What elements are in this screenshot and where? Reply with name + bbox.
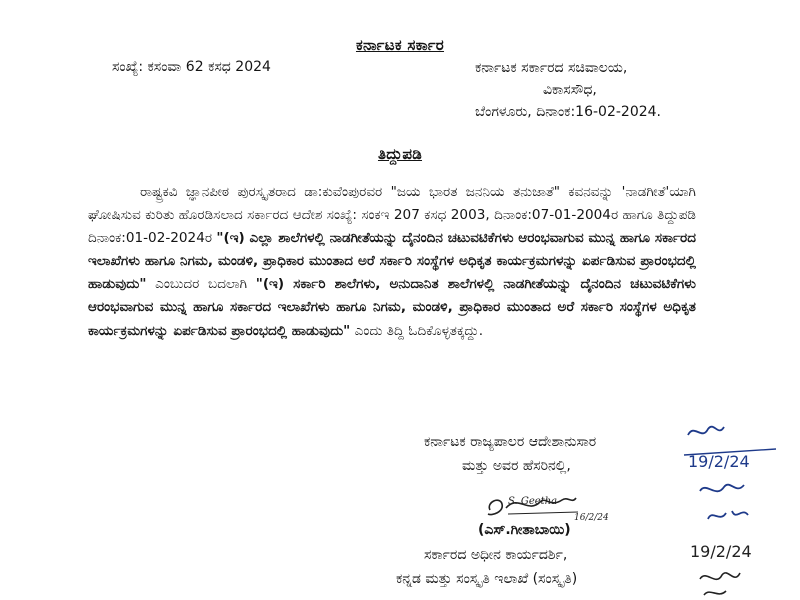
signature-text: S. Geetha xyxy=(508,496,558,507)
signature-line-2: ಮತ್ತು ಅವರ ಹೆಸರಿನಲ್ಲಿ, xyxy=(462,458,571,474)
body-bold-amended-clause: "(ಇ) ಸರ್ಕಾರಿ ಶಾಲೆಗಳು, ಅನುದಾನಿತ ಶಾಲೆಗಳಲ್ಲಿ ನಾಡಗೀತೆಯನ್ನು ದೈನಂದಿನ ಚಟುವಟಿಕೆಗಳು ಆರಂಭವಾಗುವ ಮುನ್ನ ಹಾಗೂ ಸರ್ಕಾರದ ಇಲಾಖೆಗಳು ಹಾಗೂ ನಿಗಮ, ಮಂಡಳಿ, ಪ್ರಾಧಿಕಾರ ಮುಂತಾದ ಅರೆ ಸರ್ಕಾರಿ ಸಂಸ್ಥೆಗಳ ಅಧಿಕೃತ ಕಾರ್ಯಕ್ರಮಗಳನ್ನು ಏರ್ಪಡಿಸುವ ಪ್ರಾರಂಭದಲ್ಲಿ ಹಾಡುವುದು" xyxy=(88,276,696,339)
address-line-1: ಕರ್ನಾಟಕ ಸರ್ಕಾರದ ಸಚಿವಾಲಯ, xyxy=(475,60,628,76)
handwritten-margin-notes xyxy=(660,415,800,600)
document-title: ಕರ್ನಾಟಕ ಸರ್ಕಾರ xyxy=(355,36,445,54)
office-address xyxy=(475,57,775,123)
handwritten-signature xyxy=(478,484,628,524)
document-subtitle: ತಿದ್ದುಪಡಿ xyxy=(377,145,423,163)
signature-line-1: ಕರ್ನಾಟಕ ರಾಜ್ಯಪಾಲರ ಆದೇಶಾನುಸಾರ xyxy=(424,434,597,450)
margin-date-1: 19/2/24 xyxy=(688,452,750,471)
margin-date-2: 19/2/24 xyxy=(690,542,752,561)
document-body xyxy=(88,181,696,343)
body-text-3: ಎಂದು ತಿದ್ದಿ ಓದಿಕೊಳ್ಳತಕ್ಕದ್ದು. xyxy=(350,322,484,339)
reference-number: ಸಂಖ್ಯೆ: ಕಸಂವಾ 62 ಕಸಧ 2024 xyxy=(112,59,271,75)
signatory-name: (ಎಸ್.ಗೀತಾಬಾಯಿ) xyxy=(478,522,571,538)
signatory-designation: ಸರ್ಕಾರದ ಅಧೀನ ಕಾರ್ಯದರ್ಶಿ, xyxy=(424,547,568,563)
address-line-2: ವಿಕಾಸಸೌಧ, xyxy=(543,82,597,98)
body-bold-original-clause: "(ಇ) ಎಲ್ಲಾ ಶಾಲೆಗಳಲ್ಲಿ ನಾಡಗೀತೆಯನ್ನು ದೈನಂದಿನ ಚಟುವಟಿಕೆಗಳು ಆರಂಭವಾಗುವ ಮುನ್ನ ಹಾಗೂ ಸರ್ಕಾರದ ಇಲಾಖೆಗಳು ಹಾಗೂ ನಿಗಮ, ಮಂಡಳಿ, ಪ್ರಾಧಿಕಾರ ಮುಂತಾದ ಅರೆ ಸರ್ಕಾರಿ ಸಂಸ್ಥೆಗಳ ಅಧಿಕೃತ ಕಾರ್ಯಕ್ರಮಗಳನ್ನು ಏರ್ಪಡಿಸುವ ಪ್ರಾರಂಭದಲ್ಲಿ ಹಾಡುವುದು" xyxy=(88,230,697,293)
signature-date: 16/2/24 xyxy=(574,513,609,523)
signatory-department: ಕನ್ನಡ ಮತ್ತು ಸಂಸ್ಕೃತಿ ಇಲಾಖೆ (ಸಂಸ್ಕೃತಿ) xyxy=(396,571,578,587)
address-line-3-date: ಬೆಂಗಳೂರು, ದಿನಾಂಕ:16-02-2024. xyxy=(475,104,661,120)
body-text-2: ಎಂಬುದರ ಬದಲಾಗಿ xyxy=(146,276,256,293)
body-text-1: ರಾಷ್ಟ್ರಕವಿ ಜ್ಞಾನಪೀಠ ಪುರಸ್ಕೃತರಾದ ಡಾ:ಕುವೆಂಪುರವರ "ಜಯ ಭಾರತ ಜನನಿಯ ತನುಜಾತೆ" ಕವನವನ್ನು 'ನಾಡಗೀತೆ'ಯಾಗಿ ಘೋಷಿಸುವ ಕುರಿತು ಹೊರಡಿಸಲಾದ ಸರ್ಕಾರದ ಆದೇಶ ಸಂಖ್ಯೆ: ಸಂಕಇ 207 ಕಸಧ 2003, ದಿನಾಂಕ:07-01-2004ರ ಹಾಗೂ ತಿದ್ದುಪಡಿ ದಿನಾಂಕ:01-02-2024ರ xyxy=(88,184,696,247)
